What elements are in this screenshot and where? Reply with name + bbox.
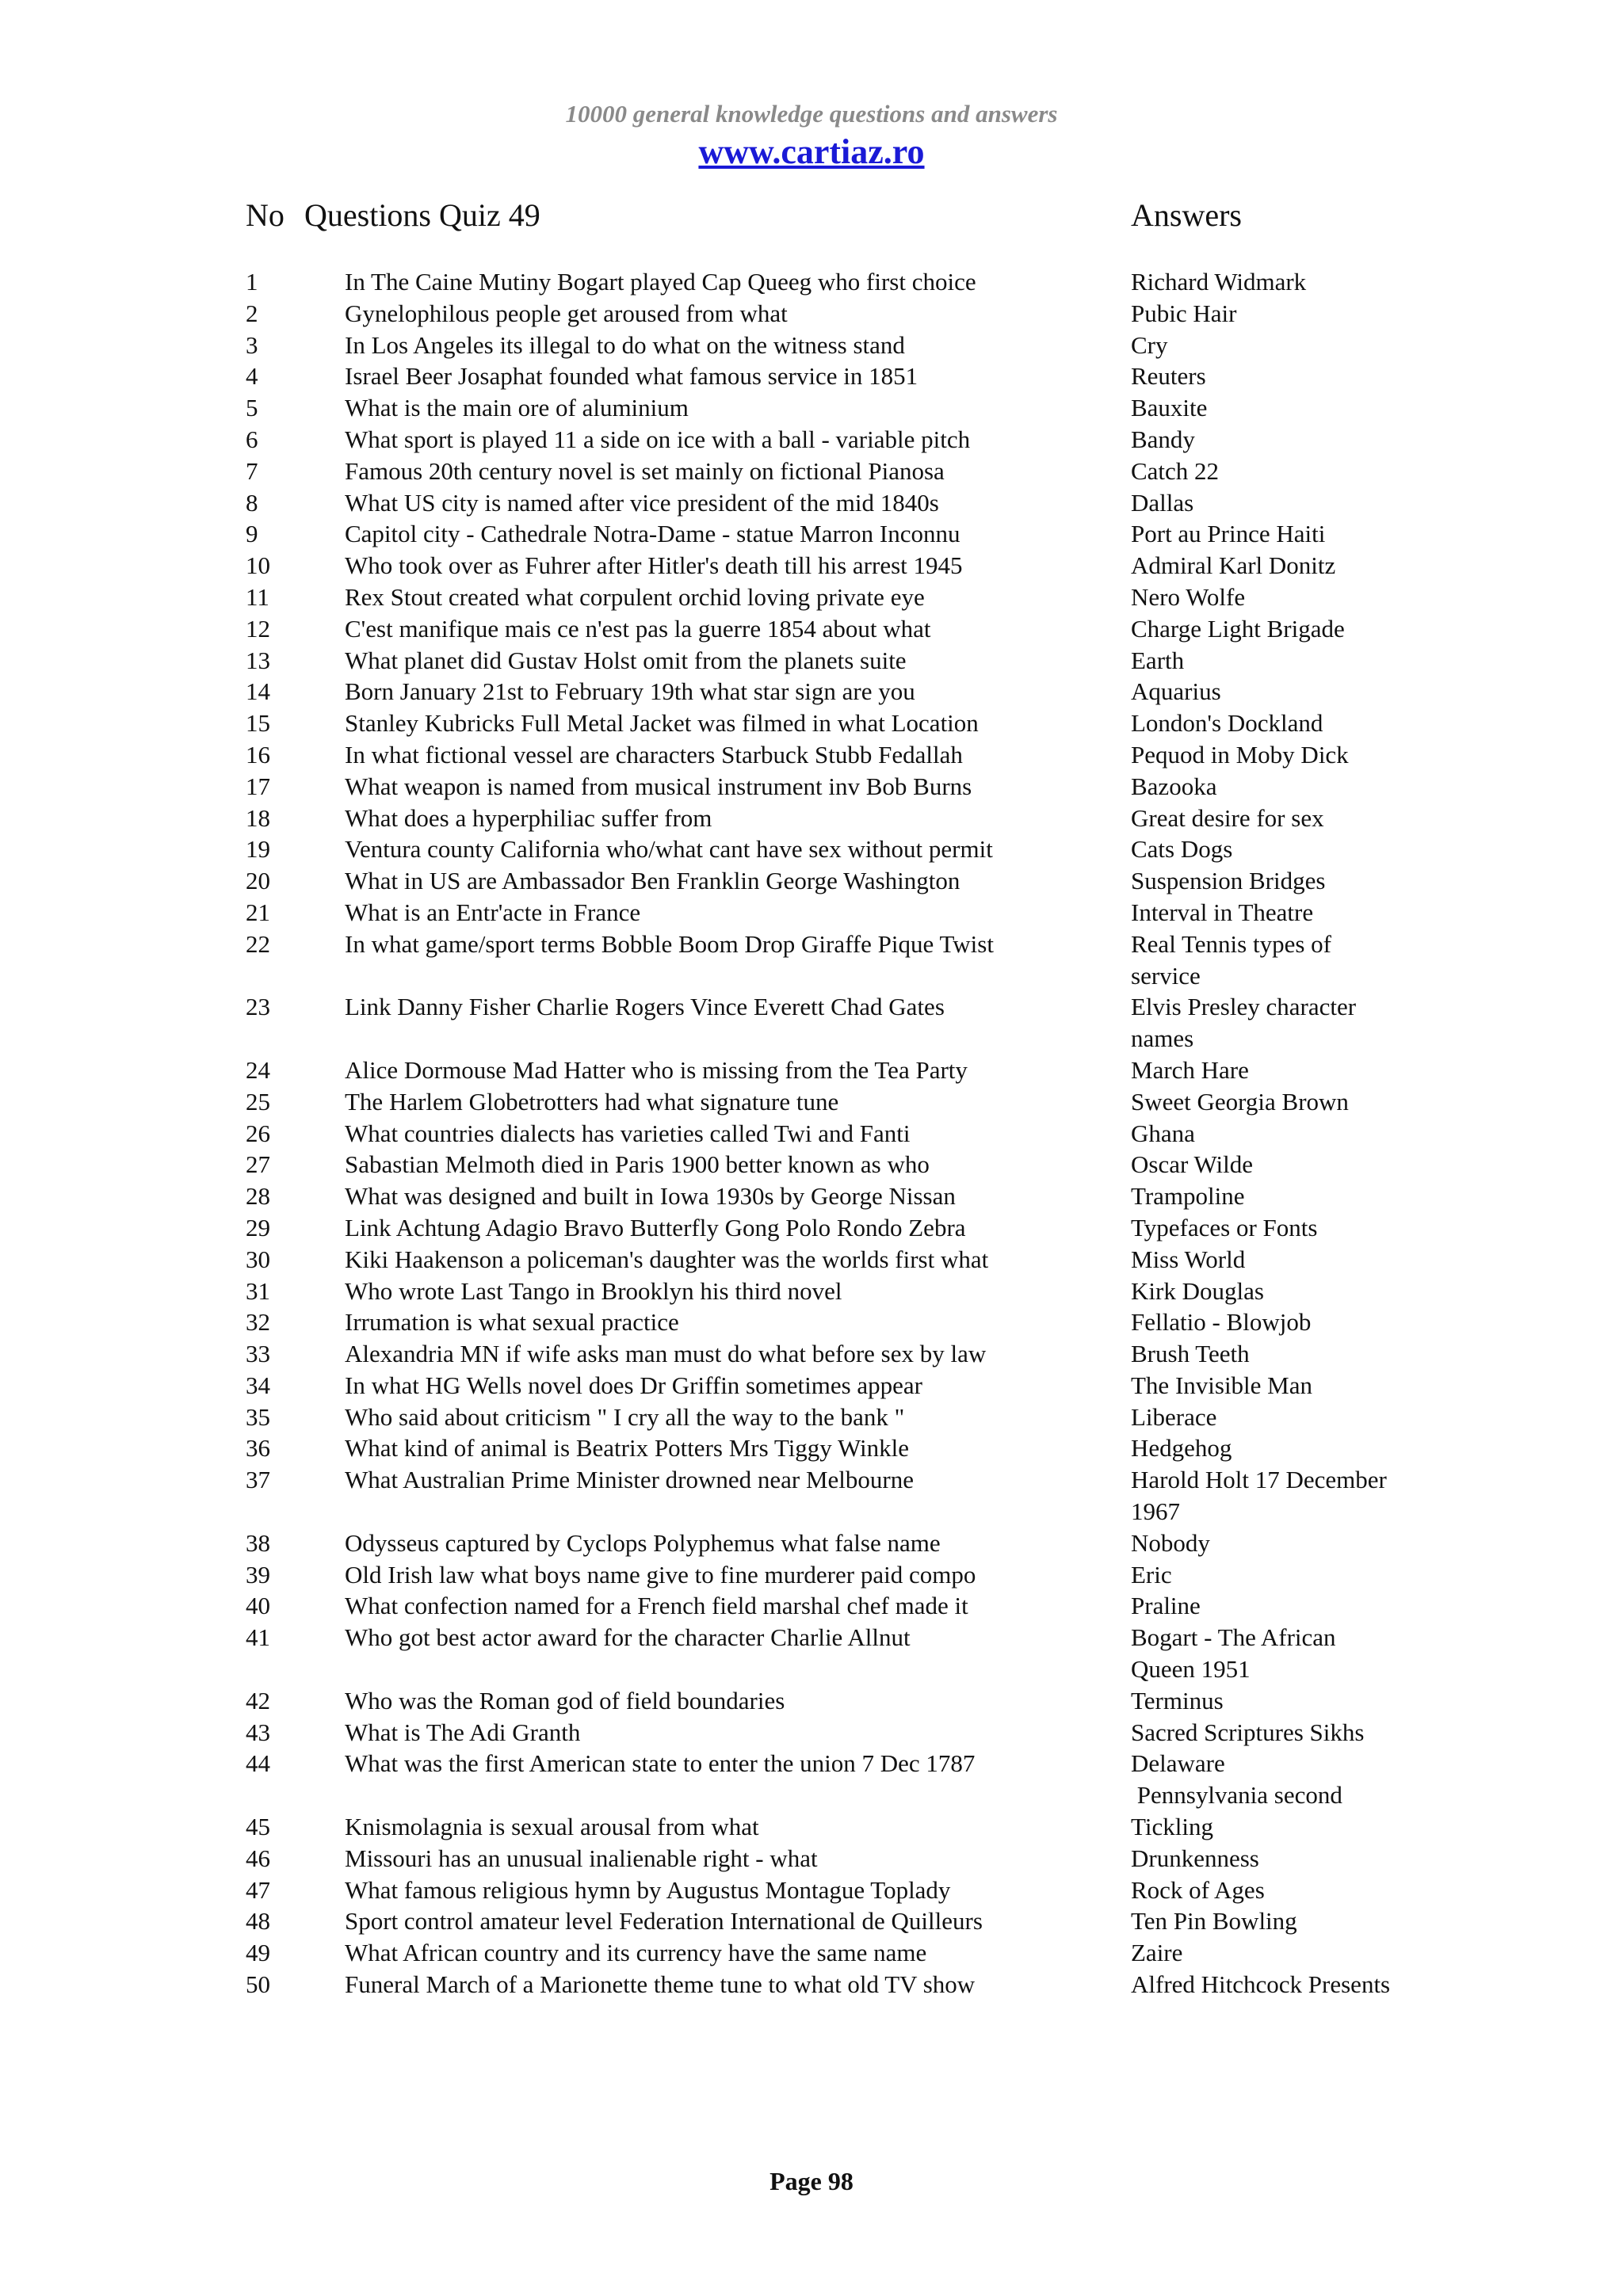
answer-text: Dallas xyxy=(1131,488,1194,517)
question-text: Link Achtung Adagio Bravo Butterfly Gong Polo Rondo Zebra xyxy=(345,1213,966,1241)
answer-text: Catch 22 xyxy=(1131,456,1220,485)
question-number: 30 xyxy=(246,1245,270,1273)
question-text: What was the first American state to enter the union 7 Dec 1787 xyxy=(345,1749,976,1778)
question-text: What kind of animal is Beatrix Potters Mrs Tiggy Winkle xyxy=(345,1434,910,1463)
answer-text: Elvis Presley character names xyxy=(1131,993,1362,1053)
question-text: In Los Angeles its illegal to do what on the witness stand xyxy=(345,330,905,359)
answer-text: Pequod in Moby Dick xyxy=(1131,740,1349,769)
table-row xyxy=(0,676,1623,707)
table-row xyxy=(0,1149,1623,1180)
question-number: 23 xyxy=(246,993,270,1021)
question-text: The Harlem Globetrotters had what signature tune xyxy=(345,1087,839,1116)
table-row xyxy=(0,360,1623,392)
question-number: 36 xyxy=(246,1434,270,1463)
answer-text: Interval in Theatre xyxy=(1131,898,1314,926)
question-text: Who took over as Fuhrer after Hitler's death till his arrest 1945 xyxy=(345,551,963,580)
table-row xyxy=(0,1527,1623,1559)
question-text: What is an Entr'acte in France xyxy=(345,898,641,926)
table-row xyxy=(0,645,1623,677)
answer-text: Pubic Hair xyxy=(1131,299,1237,327)
table-row xyxy=(0,1370,1623,1402)
question-text: Stanley Kubricks Full Metal Jacket was filmed in what Location xyxy=(345,709,979,738)
answer-text: Bogart - The African Queen 1951 xyxy=(1131,1623,1342,1684)
question-text: Gynelophilous people get aroused from what xyxy=(345,299,788,327)
question-number: 28 xyxy=(246,1182,270,1211)
question-text: What Australian Prime Minister drowned near Melbourne xyxy=(345,1466,914,1494)
document-subtitle: 10000 general knowledge questions and answers xyxy=(565,100,1058,128)
question-number: 43 xyxy=(246,1718,270,1746)
question-number: 25 xyxy=(246,1087,270,1116)
answer-text: Tickling xyxy=(1131,1813,1213,1841)
question-number: 13 xyxy=(246,646,270,674)
answer-text: The Invisible Man xyxy=(1131,1371,1313,1399)
question-text: In what game/sport terms Bobble Boom Drop Giraffe Pique Twist xyxy=(345,929,994,958)
question-text: Funeral March of a Marionette theme tune to what old TV show xyxy=(345,1970,976,1999)
question-text: What planet did Gustav Holst omit from the planets suite xyxy=(345,646,907,674)
question-number: 34 xyxy=(246,1371,270,1399)
answer-text: Real Tennis types of service xyxy=(1131,929,1338,990)
question-text: C'est manifique mais ce n'est pas la guerre 1854 about what xyxy=(345,614,931,643)
quiz-table xyxy=(0,266,1623,2000)
column-header-questions: Questions Quiz 49 xyxy=(304,197,540,233)
table-row xyxy=(0,1212,1623,1244)
question-number: 32 xyxy=(246,1308,270,1337)
question-number: 39 xyxy=(246,1560,270,1589)
question-text: Who wrote Last Tango in Brooklyn his third novel xyxy=(345,1276,842,1305)
column-header-answers: Answers xyxy=(1131,197,1242,233)
question-number: 33 xyxy=(246,1340,270,1368)
question-number: 50 xyxy=(246,1970,270,1999)
question-text: Missouri has an unusual inalienable right - what xyxy=(345,1844,818,1872)
table-row xyxy=(0,1717,1623,1749)
question-text: Who got best actor award for the character Charlie Allnut xyxy=(345,1623,911,1652)
question-number: 16 xyxy=(246,740,270,769)
question-text: Old Irish law what boys name give to fine murderer paid compo xyxy=(345,1560,976,1589)
table-row xyxy=(0,1086,1623,1118)
table-row xyxy=(0,1875,1623,1906)
answer-text: Bauxite xyxy=(1131,394,1208,422)
question-number: 17 xyxy=(246,772,270,800)
question-text: Irrumation is what sexual practice xyxy=(345,1308,679,1337)
answer-text: Cry xyxy=(1131,330,1168,359)
answer-text: Sweet Georgia Brown xyxy=(1131,1087,1349,1116)
table-row xyxy=(0,1748,1623,1811)
table-row xyxy=(0,1276,1623,1307)
table-row xyxy=(0,1464,1623,1527)
question-number: 21 xyxy=(246,898,270,926)
table-row xyxy=(0,1244,1623,1276)
table-row xyxy=(0,1180,1623,1212)
answer-text: Brush Teeth xyxy=(1131,1340,1250,1368)
page-number: Page 98 xyxy=(769,2167,854,2195)
question-text: In The Caine Mutiny Bogart played Cap Queeg who first choice xyxy=(345,268,976,296)
answer-text: Charge Light Brigade xyxy=(1131,614,1345,643)
question-text: Ventura county California who/what cant have sex without permit xyxy=(345,835,993,864)
answer-text: Kirk Douglas xyxy=(1131,1276,1264,1305)
question-number: 15 xyxy=(246,709,270,738)
table-row xyxy=(0,582,1623,613)
table-row xyxy=(0,298,1623,330)
answer-text: Delaware Pennsylvania second xyxy=(1131,1749,1342,1810)
question-number: 29 xyxy=(246,1213,270,1241)
answer-text: Richard Widmark xyxy=(1131,268,1307,296)
question-text: Link Danny Fisher Charlie Rogers Vince Everett Chad Gates xyxy=(345,993,945,1021)
table-row xyxy=(0,518,1623,550)
table-row xyxy=(0,1969,1623,2000)
answer-text: Aquarius xyxy=(1131,677,1221,706)
question-number: 46 xyxy=(246,1844,270,1872)
question-number: 2 xyxy=(246,299,258,327)
question-text: What is the main ore of aluminium xyxy=(345,394,689,422)
question-text: Alexandria MN if wife asks man must do what before sex by law xyxy=(345,1340,987,1368)
question-text: Israel Beer Josaphat founded what famous service in 1851 xyxy=(345,362,918,391)
question-number: 5 xyxy=(246,394,258,422)
question-number: 14 xyxy=(246,677,270,706)
question-number: 18 xyxy=(246,803,270,832)
question-text: Odysseus captured by Cyclops Polyphemus what false name xyxy=(345,1528,941,1557)
table-row xyxy=(0,1559,1623,1591)
question-text: Knismolagnia is sexual arousal from what xyxy=(345,1813,759,1841)
question-number: 1 xyxy=(246,268,258,296)
question-number: 22 xyxy=(246,929,270,958)
table-row xyxy=(0,487,1623,519)
table-row xyxy=(0,707,1623,739)
table-row xyxy=(0,266,1623,298)
table-row xyxy=(0,1685,1623,1717)
question-text: What in US are Ambassador Ben Franklin George Washington xyxy=(345,867,960,895)
answer-text: Zaire xyxy=(1131,1939,1183,1967)
question-number: 8 xyxy=(246,488,258,517)
question-text: What does a hyperphiliac suffer from xyxy=(345,803,712,832)
answer-text: Liberace xyxy=(1131,1402,1217,1431)
answer-text: Bandy xyxy=(1131,425,1195,453)
question-number: 11 xyxy=(246,582,269,611)
question-text: Sabastian Melmoth died in Paris 1900 better known as who xyxy=(345,1150,930,1179)
question-number: 6 xyxy=(246,425,258,453)
answer-text: London's Dockland xyxy=(1131,709,1323,738)
question-number: 19 xyxy=(246,835,270,864)
table-row xyxy=(0,456,1623,487)
question-text: Sport control amateur level Federation International de Quilleurs xyxy=(345,1907,983,1936)
question-text: What African country and its currency have the same name xyxy=(345,1939,927,1967)
question-number: 37 xyxy=(246,1466,270,1494)
answer-text: Rock of Ages xyxy=(1131,1875,1265,1904)
question-text: What US city is named after vice president of the mid 1840s xyxy=(345,488,939,517)
question-number: 12 xyxy=(246,614,270,643)
question-number: 47 xyxy=(246,1875,270,1904)
question-number: 20 xyxy=(246,867,270,895)
question-text: What weapon is named from musical instrument inv Bob Burns xyxy=(345,772,972,800)
question-text: Who was the Roman god of field boundaries xyxy=(345,1686,785,1714)
question-number: 45 xyxy=(246,1813,270,1841)
answer-text: Terminus xyxy=(1131,1686,1224,1714)
table-row xyxy=(0,550,1623,582)
table-row xyxy=(0,1118,1623,1150)
table-row xyxy=(0,1811,1623,1843)
answer-text: Earth xyxy=(1131,646,1185,674)
question-text: Kiki Haakenson a policeman's daughter was the worlds first what xyxy=(345,1245,989,1273)
question-text: Rex Stout created what corpulent orchid loving private eye xyxy=(345,582,925,611)
table-row xyxy=(0,771,1623,803)
question-number: 31 xyxy=(246,1276,270,1305)
table-row xyxy=(0,897,1623,929)
question-number: 35 xyxy=(246,1402,270,1431)
question-text: Who said about criticism " I cry all the way to the bank " xyxy=(345,1402,905,1431)
answer-text: Hedgehog xyxy=(1131,1434,1232,1463)
answer-text: Typefaces or Fonts xyxy=(1131,1213,1318,1241)
table-row xyxy=(0,865,1623,897)
table-row xyxy=(0,929,1623,992)
question-number: 24 xyxy=(246,1055,270,1084)
question-number: 41 xyxy=(246,1623,270,1652)
table-row xyxy=(0,392,1623,424)
answer-text: Great desire for sex xyxy=(1131,803,1324,832)
answer-text: Trampoline xyxy=(1131,1182,1245,1211)
question-number: 40 xyxy=(246,1592,270,1620)
answer-text: Ghana xyxy=(1131,1119,1195,1147)
question-text: Alice Dormouse Mad Hatter who is missing from the Tea Party xyxy=(345,1055,968,1084)
table-row xyxy=(0,991,1623,1055)
answer-text: Sacred Scriptures Sikhs xyxy=(1131,1718,1365,1746)
table-row xyxy=(0,1402,1623,1433)
question-text: What countries dialects has varieties called Twi and Fanti xyxy=(345,1119,911,1147)
question-text: What was designed and built in Iowa 1930s by George Nissan xyxy=(345,1182,956,1211)
answer-text: Cats Dogs xyxy=(1131,835,1233,864)
table-row xyxy=(0,739,1623,771)
question-text: Capitol city - Cathedrale Notra-Dame - statue Marron Inconnu xyxy=(345,520,960,548)
table-row xyxy=(0,1905,1623,1937)
question-number: 27 xyxy=(246,1150,270,1179)
question-number: 9 xyxy=(246,520,258,548)
question-text: What confection named for a French field marshal chef made it xyxy=(345,1592,968,1620)
question-number: 38 xyxy=(246,1528,270,1557)
question-number: 26 xyxy=(246,1119,270,1147)
question-number: 42 xyxy=(246,1686,270,1714)
table-row xyxy=(0,1590,1623,1622)
table-row xyxy=(0,1338,1623,1370)
table-row xyxy=(0,1055,1623,1086)
question-text: Famous 20th century novel is set mainly on fictional Pianosa xyxy=(345,456,945,485)
question-number: 7 xyxy=(246,456,258,485)
table-row xyxy=(0,424,1623,456)
answer-text: Port au Prince Haiti xyxy=(1131,520,1326,548)
answer-text: Reuters xyxy=(1131,362,1206,391)
answer-text: Miss World xyxy=(1131,1245,1246,1273)
answer-text: Admiral Karl Donitz xyxy=(1131,551,1336,580)
answer-text: Alfred Hitchcock Presents xyxy=(1131,1970,1391,1999)
answer-text: Ten Pin Bowling xyxy=(1131,1907,1297,1936)
table-row xyxy=(0,330,1623,361)
answer-text: Eric xyxy=(1131,1560,1172,1589)
answer-text: Oscar Wilde xyxy=(1131,1150,1253,1179)
question-text: In what fictional vessel are characters Starbuck Stubb Fedallah xyxy=(345,740,963,769)
question-text: What is The Adi Granth xyxy=(345,1718,581,1746)
answer-text: Suspension Bridges xyxy=(1131,867,1326,895)
question-text: In what HG Wells novel does Dr Griffin sometimes appear xyxy=(345,1371,922,1399)
table-row xyxy=(0,803,1623,834)
column-header-no: No xyxy=(246,197,285,233)
answer-text: Fellatio - Blowjob xyxy=(1131,1308,1312,1337)
question-text: What sport is played 11 a side on ice with a ball - variable pitch xyxy=(345,425,971,453)
table-row xyxy=(0,1843,1623,1875)
answer-text: Drunkenness xyxy=(1131,1844,1259,1872)
answer-text: Praline xyxy=(1131,1592,1201,1620)
answer-text: Bazooka xyxy=(1131,772,1217,800)
question-number: 10 xyxy=(246,551,270,580)
question-text: Born January 21st to February 19th what star sign are you xyxy=(345,677,915,706)
table-row xyxy=(0,613,1623,645)
question-number: 48 xyxy=(246,1907,270,1936)
answer-text: March Hare xyxy=(1131,1055,1249,1084)
question-number: 49 xyxy=(246,1939,270,1967)
table-row xyxy=(0,833,1623,865)
question-number: 4 xyxy=(246,362,258,391)
question-text: What famous religious hymn by Augustus Montague Toplady xyxy=(345,1875,951,1904)
table-row xyxy=(0,1432,1623,1464)
table-row xyxy=(0,1937,1623,1969)
table-row xyxy=(0,1622,1623,1685)
answer-text: Nobody xyxy=(1131,1528,1210,1557)
question-number: 3 xyxy=(246,330,258,359)
answer-text: Harold Holt 17 December 1967 xyxy=(1131,1466,1393,1526)
table-row xyxy=(0,1306,1623,1338)
website-link[interactable]: www.cartiaz.ro xyxy=(698,132,925,171)
question-number: 44 xyxy=(246,1749,270,1778)
answer-text: Nero Wolfe xyxy=(1131,582,1246,611)
